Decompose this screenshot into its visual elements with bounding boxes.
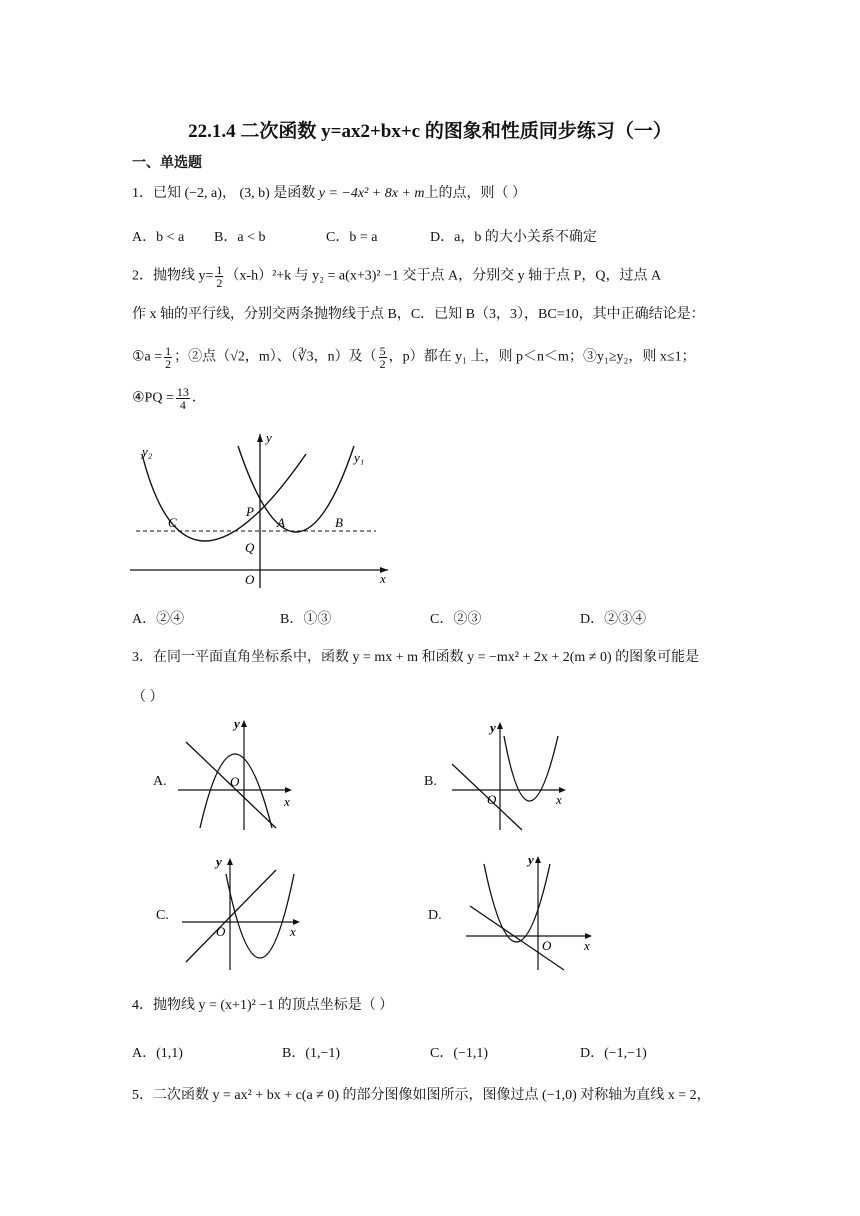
q2-option-d[interactable]: D．②③④ [580, 612, 647, 627]
q3-option-c-label[interactable]: C. [156, 908, 169, 923]
fraction-half-den: 2 [216, 276, 223, 290]
q4-option-c[interactable]: C．(−1,1) [430, 1046, 489, 1061]
label-origin: O [245, 572, 255, 587]
q1-option-a[interactable]: A．b < a [132, 230, 185, 245]
q2-line1-b: = [205, 268, 214, 284]
q1-stem-c: 上的点，则（ ） [424, 186, 527, 201]
label-a: A [277, 515, 285, 530]
label-y-a: y [234, 716, 240, 731]
label-b: B [335, 515, 343, 530]
q1-stem-a: 1．已知 [132, 186, 181, 201]
q3-option-b-label[interactable]: B. [424, 774, 437, 789]
q1-option-b[interactable]: B．a < b [214, 230, 266, 245]
q3-option-d-label[interactable]: D. [428, 908, 442, 923]
axis-y-arrow-a [241, 720, 247, 727]
label-o-c: O [216, 924, 226, 939]
label-y-c: y [216, 854, 222, 869]
q3-graph-d[interactable] [460, 850, 600, 974]
q1-option-d[interactable]: D．a，b 的大小关系不确定 [430, 230, 597, 245]
q2-line1-c: （x-h）²+k 与 y₂ = a(x+3)² −1 交于点 A，分别交 y 轴于点 P，Q，过点 A [225, 268, 662, 284]
question-3-line-2: （ ） [132, 690, 164, 705]
question-5-stem: 5．二次函数 y = ax² + bx + c(a ≠ 0) 的部分图像如图所示，图像过点 (−1,0) 对称轴为直线 x = 2， [132, 1088, 711, 1103]
section-heading: 一、单选题 [132, 156, 202, 171]
axis-y-arrow-c [227, 858, 233, 865]
q1-option-c[interactable]: C．b = a [326, 230, 378, 245]
axis-y-arrow-b [497, 722, 503, 729]
label-y-axis: y [266, 430, 272, 445]
q4-option-d[interactable]: D．(−1,−1) [580, 1046, 647, 1061]
q1-sep: ， [221, 186, 236, 201]
q1-stem-b: 是函数 [273, 186, 316, 201]
fraction-five-num: 5 [379, 344, 386, 358]
q2-option-a[interactable]: A．②④ [132, 612, 185, 627]
q2-option-b[interactable]: B．①③ [280, 612, 332, 627]
q3-graph-b[interactable] [446, 716, 576, 834]
page-title: 22.1.4 二次函数 y=ax2+bx+c 的图象和性质同步练习（一） [188, 121, 672, 142]
fraction-five-den: 2 [379, 357, 386, 371]
curve-b [504, 736, 558, 801]
q2-line4-a: ④PQ = [132, 390, 174, 406]
q1-function: y = −4x² + 8x + m [318, 186, 425, 201]
q3-graph-a[interactable] [172, 716, 302, 834]
label-q: Q [245, 540, 255, 555]
q2-line3-c: ，p）都在 y₁ 上，则 p＜n＜m；③y₁≥y₂，则 x≤1； [388, 349, 696, 365]
question-2-line-3 [132, 345, 696, 370]
curve-d [484, 864, 550, 942]
label-y2: y₂ [142, 444, 153, 459]
label-y1: y₁ [354, 450, 365, 465]
question-1-stem [132, 184, 526, 204]
question-4-stem: 4．抛物线 y = (x+1)² −1 的顶点坐标是（ ） [132, 998, 394, 1013]
label-y-d: y [528, 852, 534, 867]
fraction-half [215, 264, 223, 289]
axis-x-arrow-a [285, 787, 292, 793]
fraction-half2-den: 2 [165, 357, 172, 371]
q2-line1-a: 2．抛物线 y [132, 268, 206, 284]
fraction-half-2 [164, 345, 172, 370]
label-x-axis: x [380, 571, 386, 586]
label-c: C [168, 515, 177, 530]
label-x-b: x [556, 792, 562, 807]
label-x-a: x [284, 794, 290, 809]
line-c [186, 870, 276, 962]
fraction-half2-num: 1 [165, 344, 172, 358]
label-o-d: O [542, 938, 552, 953]
axis-y-arrow-d [535, 856, 541, 863]
label-p: P [246, 504, 254, 519]
y-axis-arrow [257, 434, 263, 442]
question-3-line-1: 3．在同一平面直角坐标系中，函数 y = mx + m 和函数 y = −mx² + 2x + 2(m ≠ 0) 的图象可能是 [132, 650, 700, 665]
q2-line3-b: ；②点（√2，m）、（∛3，n）及（ [174, 349, 377, 365]
q3-graph-c[interactable] [176, 852, 308, 974]
q2-option-c[interactable]: C．②③ [430, 612, 482, 627]
q1-point-1: (−2, a) [184, 186, 222, 201]
q3-option-a-label[interactable]: A. [153, 774, 167, 789]
question-2-line-1 [132, 264, 661, 289]
label-x-d: x [584, 938, 590, 953]
label-o-a: O [230, 774, 240, 789]
q4-option-a[interactable]: A．(1,1) [132, 1046, 183, 1061]
fraction-pq-num: 13 [176, 385, 189, 399]
q2-line4-b: ． [191, 390, 206, 406]
q4-option-b[interactable]: B．(1,−1) [282, 1046, 341, 1061]
label-x-c: x [290, 924, 296, 939]
q2-line3-a: ①a = [132, 349, 163, 365]
label-y-b: y [490, 720, 496, 735]
fraction-five-halves [379, 345, 387, 370]
question-2-line-2: 作 x 轴的平行线，分别交两条抛物线于点 B，C．已知 B（3，3），BC=10，其中正确结论是： [132, 307, 705, 322]
fraction-pq-den: 4 [179, 398, 186, 412]
fraction-half-num: 1 [216, 263, 223, 277]
fraction-pq [176, 386, 190, 411]
question-2-line-4 [132, 386, 206, 411]
q1-point-2: (3, b) [239, 186, 270, 201]
label-o-b: O [487, 792, 497, 807]
q2-parabola-graph [126, 428, 396, 590]
